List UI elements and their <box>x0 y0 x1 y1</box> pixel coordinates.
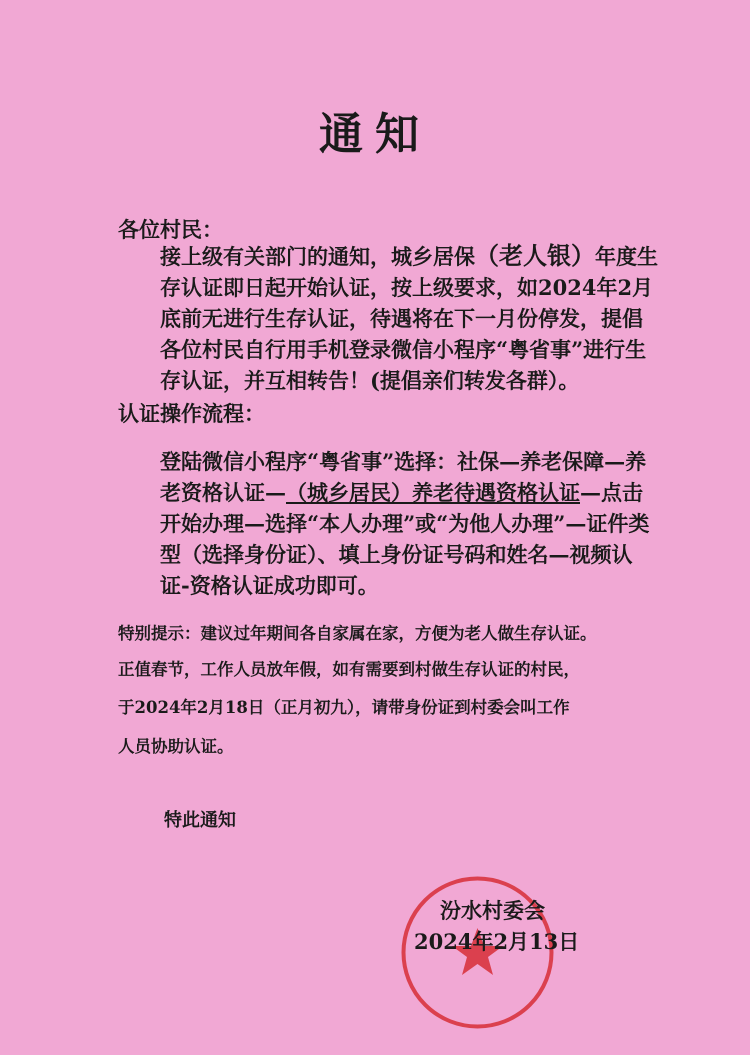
flow-steps <box>118 446 658 601</box>
flow-heading: 认证操作流程： <box>118 401 265 426</box>
greeting: 各位村民： <box>118 217 223 242</box>
special-note-line-4: 人员协助认证。 <box>118 737 234 756</box>
flow-text-3: —点击开始办理—选择“本人办理”或“为他人办理”—证件类型（选择身份证）、填上身份证号码和姓名—视频认证-资格认证成功即可。 <box>160 480 650 598</box>
flow-text-1: 登陆微信小程序“粤省事”选择：社保—养老保障—养老资格认证— <box>160 449 647 505</box>
body-text-3: 年度生存认证即日起开始认证，按上级要求，如2024年2月底前无进行生存认证，待遇将在下一月份停发，提倡各位村民自行用手机登录微信小程序“粤省事”进行生存认证，并互相转告！(提倡亲们转发各群）。 <box>160 244 658 393</box>
body-text-2: （老人银） <box>475 241 595 270</box>
special-note-line-3: 于2024年2月18日（正月初九），请带身份证到村委会叫工作 <box>118 698 570 717</box>
body-text-1: 接上级有关部门的通知，城乡居保 <box>160 244 475 269</box>
notice-body <box>118 240 658 396</box>
special-note-line-2: 正值春节，工作人员放年假，如有需要到村做生存认证的村民， <box>118 660 580 679</box>
closing-line: 特此通知 <box>164 810 236 831</box>
signature-date: 2024年2月13日 <box>414 929 580 954</box>
flow-text-2: （城乡居民）养老待遇资格认证 <box>286 480 580 505</box>
signature-organization: 汾水村委会 <box>440 898 545 923</box>
notice-title: 通知 <box>319 109 431 160</box>
special-note-line-1: 特别提示：建议过年期间各自家属在家，方便为老人做生存认证。 <box>118 624 597 643</box>
